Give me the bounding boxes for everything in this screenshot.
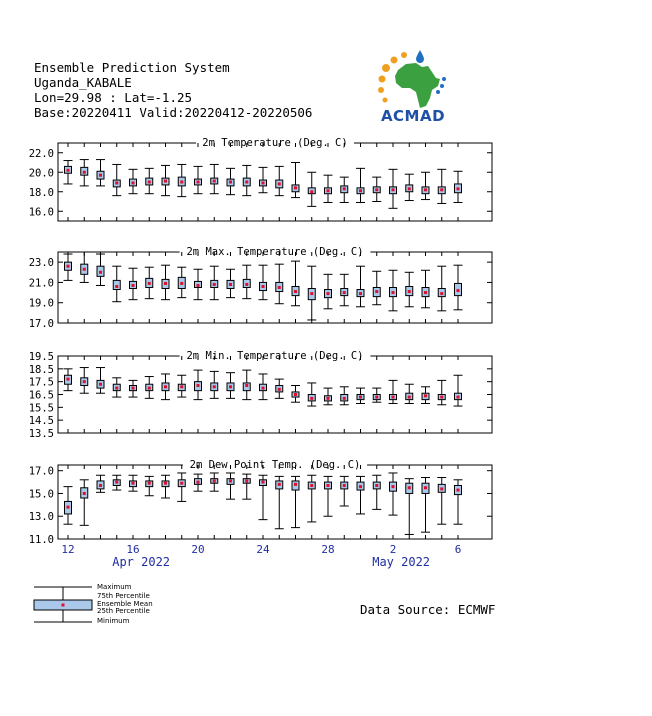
mean-marker (132, 482, 135, 485)
box-item (421, 270, 430, 308)
box-item (210, 371, 219, 398)
box-item (259, 475, 268, 519)
mean-marker (424, 486, 427, 489)
mean-marker (197, 181, 200, 184)
mean-marker (132, 387, 135, 390)
mean-marker (327, 189, 330, 192)
box-item (226, 473, 235, 499)
y-tick-label: 16.5 (28, 389, 54, 402)
mean-marker (213, 385, 216, 388)
mean-marker (440, 396, 443, 399)
mean-marker (294, 483, 297, 486)
header-coords: Lon=29.98 : Lat=-1.25 (34, 90, 193, 105)
legend-mean: Ensemble Mean (97, 600, 153, 608)
box-item (242, 165, 251, 195)
box-item (324, 476, 333, 516)
box-item (421, 172, 430, 199)
mean-marker (359, 396, 362, 399)
box-item (405, 384, 414, 403)
mean-marker (213, 283, 216, 286)
mean-marker (213, 180, 216, 183)
mean-marker (148, 282, 151, 285)
mean-marker (457, 289, 460, 292)
mean-marker (294, 290, 297, 293)
box-item (437, 266, 446, 311)
box-item (129, 380, 138, 397)
mean-marker (440, 487, 443, 490)
box-item (80, 252, 89, 282)
mean-marker (343, 291, 346, 294)
box-item (372, 388, 381, 402)
box-item (324, 274, 333, 308)
box-item (389, 473, 398, 515)
mean-marker (83, 492, 86, 495)
box-item (112, 164, 121, 195)
box-item (356, 388, 365, 403)
box-item (96, 475, 105, 492)
mean-marker (457, 489, 460, 492)
legend (34, 583, 153, 625)
y-tick-label: 18.5 (28, 363, 54, 376)
mean-marker (67, 378, 70, 381)
box-item (129, 475, 138, 491)
mean-marker (164, 282, 167, 285)
mean-marker (229, 479, 232, 482)
data-source: Data Source: ECMWF (360, 602, 496, 617)
mean-marker (132, 181, 135, 184)
mean-marker (408, 187, 411, 190)
box-item (177, 164, 186, 196)
mean-marker (262, 181, 265, 184)
mean-marker (343, 187, 346, 190)
y-tick-label: 22.0 (28, 147, 54, 160)
mean-marker (99, 271, 102, 274)
box-item (405, 479, 414, 535)
panel-title: 2m Max. Temperature (Deg. C) (186, 246, 364, 258)
box-item (64, 369, 73, 391)
box-item (80, 368, 89, 394)
box-item (454, 375, 463, 406)
box-item (177, 375, 186, 397)
mean-marker (99, 484, 102, 487)
x-tick-label: 20 (191, 543, 205, 556)
y-tick-label: 20.0 (28, 167, 54, 180)
mean-marker (310, 484, 313, 487)
mean-marker (359, 189, 362, 192)
mean-marker (115, 285, 118, 288)
box-item (145, 168, 154, 193)
box-item (161, 265, 170, 299)
mean-marker (83, 171, 86, 174)
box-item (421, 387, 430, 404)
box-item (177, 267, 186, 297)
box-item (437, 169, 446, 203)
mean-marker (310, 190, 313, 193)
mean-marker (262, 481, 265, 484)
mean-marker (180, 282, 183, 285)
box-item (96, 160, 105, 186)
mean-marker (115, 181, 118, 184)
box-item (389, 169, 398, 208)
x-tick-label: 24 (256, 543, 270, 556)
y-tick-label: 13.5 (28, 428, 54, 440)
mean-marker (375, 396, 378, 399)
box-item (161, 374, 170, 400)
box-item (454, 171, 463, 202)
box-item (259, 265, 268, 299)
box-item (291, 476, 300, 527)
mean-marker (148, 482, 151, 485)
mean-marker (197, 481, 200, 484)
box-item (421, 478, 430, 533)
box-item (324, 175, 333, 202)
mean-marker (164, 180, 167, 183)
box-item (291, 163, 300, 198)
box-item (372, 475, 381, 509)
panel-frame (58, 143, 492, 221)
box-item (112, 475, 121, 490)
box-item (129, 169, 138, 193)
x-tick-label: 12 (61, 543, 75, 556)
panel-2 (29, 244, 492, 330)
mean-marker (440, 188, 443, 191)
box-item (242, 474, 251, 499)
box-item (437, 478, 446, 525)
y-tick-label: 16.0 (28, 206, 54, 219)
mean-marker (164, 482, 167, 485)
mean-marker (180, 482, 183, 485)
mean-marker (278, 388, 281, 391)
mean-marker (408, 396, 411, 399)
box-item (307, 266, 316, 320)
box-item (275, 166, 284, 195)
mean-marker (424, 394, 427, 397)
box-item (96, 254, 105, 285)
mean-marker (99, 383, 102, 386)
mean-marker (424, 188, 427, 191)
mean-marker (327, 397, 330, 400)
mean-marker (132, 284, 135, 287)
box-item (340, 274, 349, 305)
box-item (356, 266, 365, 307)
mean-marker (310, 397, 313, 400)
box-item (275, 476, 284, 528)
mean-marker (245, 479, 248, 482)
mean-marker (294, 393, 297, 396)
box-item (307, 172, 316, 206)
box-item (372, 177, 381, 201)
box-item (226, 168, 235, 194)
box-item (210, 164, 219, 193)
box-item (259, 167, 268, 192)
box-item (161, 475, 170, 498)
box-item (242, 370, 251, 400)
box-item (340, 177, 349, 202)
mean-marker (99, 174, 102, 177)
iqr-box (113, 280, 120, 289)
box-item (275, 264, 284, 304)
box-item (194, 269, 203, 299)
mean-marker (115, 481, 118, 484)
mean-marker (197, 284, 200, 287)
y-tick-label: 17.5 (28, 376, 54, 389)
box-item (454, 265, 463, 310)
y-tick-label: 17.0 (28, 465, 54, 478)
mean-marker (343, 397, 346, 400)
mean-marker (180, 181, 183, 184)
box-item (80, 480, 89, 526)
mean-marker (245, 181, 248, 184)
mean-marker (278, 286, 281, 289)
mean-marker (278, 483, 281, 486)
mean-marker (229, 385, 232, 388)
mean-marker (392, 188, 395, 191)
box-item (145, 267, 154, 298)
mean-marker (310, 292, 313, 295)
box-item (145, 377, 154, 399)
mean-marker (375, 484, 378, 487)
mean-marker (278, 182, 281, 185)
box-item (437, 380, 446, 404)
y-tick-label: 11.0 (28, 534, 54, 546)
box-item (194, 370, 203, 400)
mean-marker (115, 387, 118, 390)
x-tick-label: 6 (454, 543, 462, 556)
mean-marker (148, 181, 151, 184)
y-tick-label: 23.0 (28, 257, 54, 270)
box-item (389, 380, 398, 403)
mean-marker (245, 384, 248, 387)
header-title: Ensemble Prediction System (34, 60, 230, 75)
box-item (405, 272, 414, 306)
header-dates: Base:20220411 Valid:20220412-20220506 (34, 105, 313, 120)
box-item (275, 379, 284, 398)
mean-marker (83, 268, 86, 271)
box-item (242, 265, 251, 298)
box-item (324, 388, 333, 405)
header-location: Uganda_KABALE (34, 75, 132, 90)
mean-marker (197, 384, 200, 387)
mean-marker (375, 290, 378, 293)
mean-marker (67, 169, 70, 172)
box-item (161, 165, 170, 195)
y-tick-label: 17.0 (28, 318, 54, 330)
box-item (356, 476, 365, 514)
y-tick-label: 21.0 (28, 277, 54, 290)
mean-marker (375, 188, 378, 191)
x-tick-label: 16 (126, 543, 140, 556)
mean-marker (457, 187, 460, 190)
y-tick-label: 19.0 (28, 297, 54, 310)
mean-marker (359, 485, 362, 488)
box-item (340, 387, 349, 405)
mean-marker (229, 283, 232, 286)
month-label: Apr 2022 (112, 555, 171, 569)
mean-marker (262, 387, 265, 390)
mean-marker (457, 396, 460, 399)
box-item (389, 270, 398, 311)
x-tick-label: 2 (389, 543, 397, 556)
box-item (356, 168, 365, 202)
mean-marker (148, 387, 151, 390)
mean-marker (408, 486, 411, 489)
mean-marker (164, 385, 167, 388)
mean-marker (83, 380, 86, 383)
box-item (64, 161, 73, 184)
panel-title: 2m Temperature (Deg. C) (202, 137, 348, 149)
box-item (129, 268, 138, 299)
box-item (291, 261, 300, 306)
box-item (372, 271, 381, 304)
box-item (405, 174, 414, 200)
box-item (307, 383, 316, 406)
mean-marker (392, 485, 395, 488)
box-item (340, 476, 349, 506)
mean-marker (262, 285, 265, 288)
mean-marker (440, 292, 443, 295)
box-item (64, 254, 73, 280)
mean-marker (392, 291, 395, 294)
box-item (226, 373, 235, 399)
box-item (194, 474, 203, 491)
box-item (259, 374, 268, 400)
mean-marker (294, 186, 297, 189)
box-item (291, 386, 300, 403)
panel-title: 2m Min. Temperature (Deg. C) (186, 350, 364, 362)
box-item (210, 473, 219, 491)
legend-maximum: Maximum (97, 583, 132, 591)
y-tick-label: 15.5 (28, 402, 54, 415)
mean-marker (67, 506, 70, 509)
mean-marker (343, 484, 346, 487)
legend-75th: 75th Percentile (97, 592, 150, 600)
mean-marker (229, 181, 232, 184)
panel-4 (29, 457, 492, 546)
mean-marker (392, 396, 395, 399)
panel-title: 2m Dew Point Temp. (Deg. C) (189, 459, 361, 471)
mean-marker (327, 292, 330, 295)
box-item (210, 266, 219, 299)
box-item (454, 480, 463, 524)
y-tick-label: 18.0 (28, 186, 54, 199)
box-item (112, 378, 121, 397)
box-item (96, 368, 105, 394)
box-item (80, 160, 89, 186)
box-item (64, 487, 73, 525)
panel-1 (29, 135, 492, 221)
acmad-logo-text: ACMAD (380, 107, 446, 125)
y-tick-label: 15.0 (28, 488, 54, 501)
legend-25th: 25th Percentile (97, 607, 150, 615)
mean-marker (424, 291, 427, 294)
panel-3 (29, 348, 492, 440)
mean-marker (359, 292, 362, 295)
mean-marker (327, 484, 330, 487)
box-item (307, 475, 316, 522)
box-item (145, 476, 154, 495)
box-item (177, 473, 186, 501)
y-tick-label: 14.5 (28, 415, 54, 428)
mean-marker (245, 283, 248, 286)
box-item (226, 269, 235, 297)
legend-minimum: Minimum (97, 617, 130, 625)
legend-mean-marker (62, 604, 65, 607)
box-item (194, 166, 203, 193)
box-item (112, 266, 121, 302)
y-tick-label: 19.5 (28, 351, 54, 363)
mean-marker (408, 290, 411, 293)
month-label: May 2022 (372, 555, 431, 569)
y-tick-label: 13.0 (28, 511, 54, 524)
x-tick-label: 28 (321, 543, 335, 556)
mean-marker (180, 385, 183, 388)
mean-marker (213, 479, 216, 482)
mean-marker (67, 265, 70, 268)
